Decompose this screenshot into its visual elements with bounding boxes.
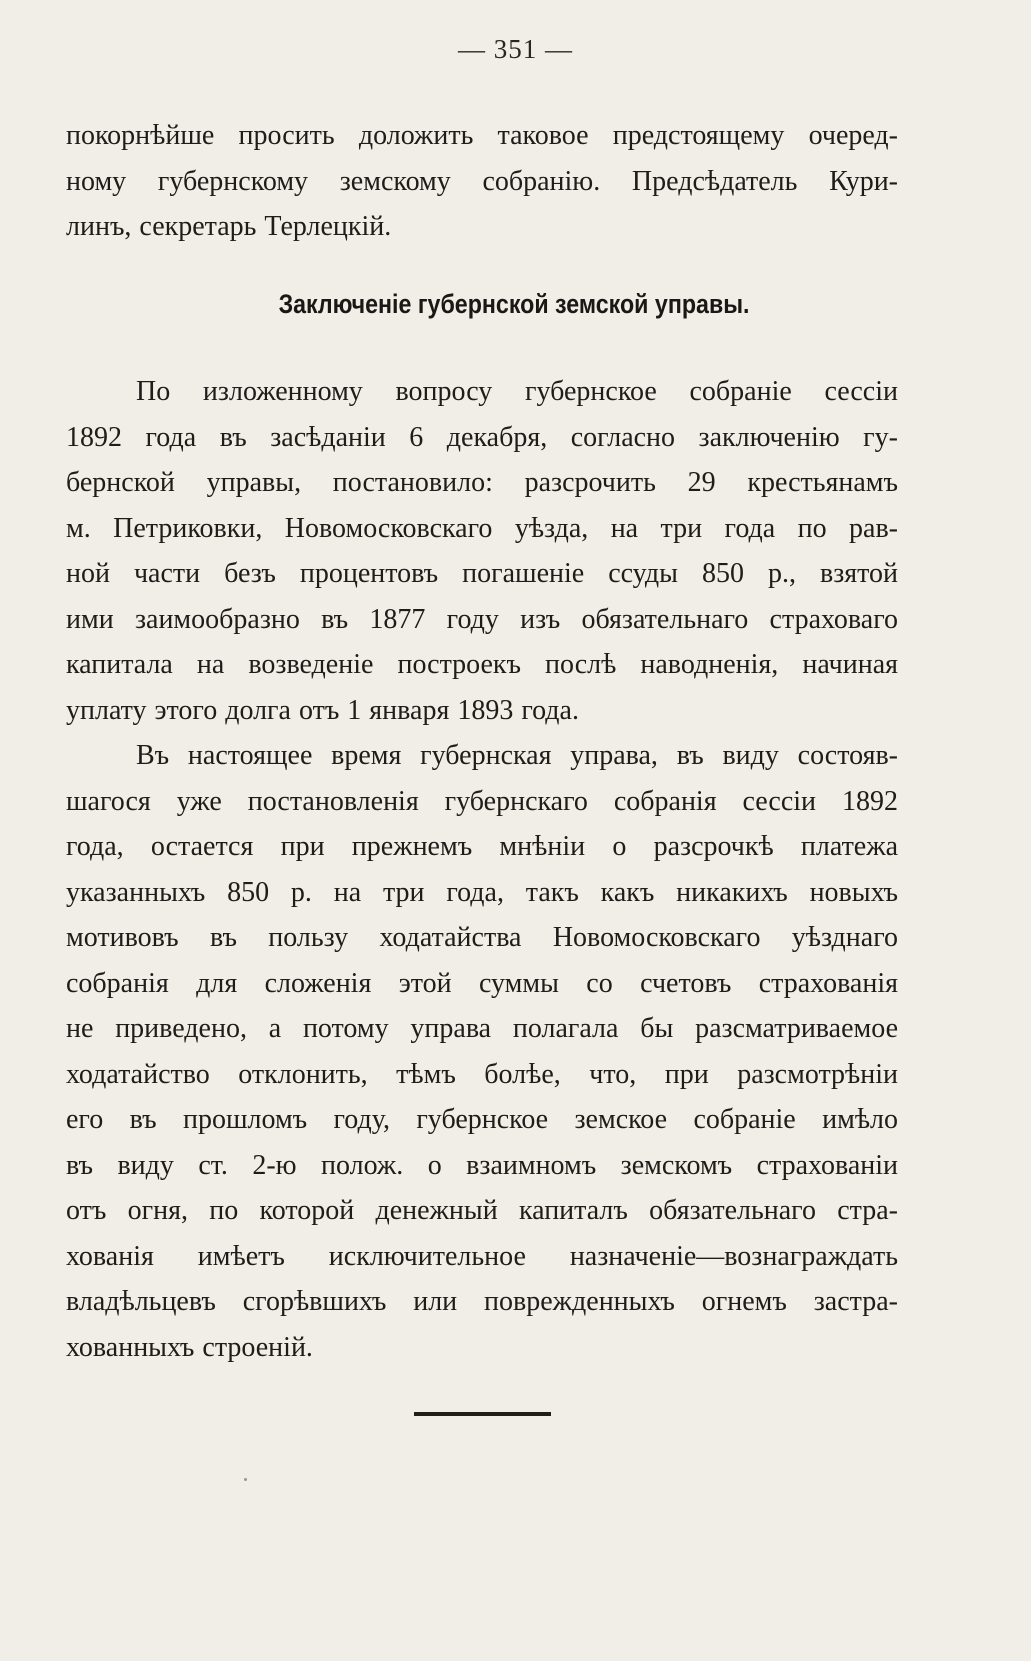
paragraph-1 <box>66 369 898 733</box>
text-line: собранія для сложенія этой суммы со счетовъ страхованія <box>66 967 898 999</box>
text-line: года, остается при прежнемъ мнѣніи о разсрочкѣ платежа <box>66 831 898 862</box>
text-line: не приведено, а потому управа полагала бы разсматриваемое <box>66 1013 898 1044</box>
text-line: владѣльцевъ сгорѣвшихъ или поврежденныхъ огнемъ застра- <box>66 1286 898 1317</box>
text-line: Въ настоящее время губернская управа, въ виду состояв- <box>136 740 898 771</box>
closing-rule <box>414 1412 551 1416</box>
paper-speck <box>244 1478 247 1481</box>
paragraph-2 <box>66 733 898 1370</box>
section-heading: Заключеніе губернской земской управы. <box>278 289 750 319</box>
page-number: — 351 — <box>458 34 573 64</box>
text-line: м. Петриковки, Новомосковскаго уѣзда, на три года по рав- <box>66 512 898 544</box>
text-line: хованныхъ строеній. <box>66 1331 313 1363</box>
text-line: линъ, секретарь Терлецкій. <box>66 211 392 242</box>
text-line: въ виду ст. 2-ю полож. о взаимномъ земскомъ страхованіи <box>66 1149 898 1181</box>
text-line: уплату этого долга отъ 1 января 1893 года. <box>66 694 579 726</box>
text-line: его въ прошломъ году, губернское земское собраніе имѣло <box>66 1104 898 1135</box>
text-line: ной части безъ процентовъ погашеніе ссуды 850 р., взятой <box>66 558 898 589</box>
text-line: ходатайство отклонить, тѣмъ болѣе, что, при разсмотрѣніи <box>66 1058 898 1090</box>
text-line: бернской управы, постановило: разсрочить 29 крестьянамъ <box>66 467 898 498</box>
opening-paragraph <box>66 113 898 250</box>
text-line: отъ огня, по которой денежный капиталъ обязательнаго стра- <box>66 1195 898 1226</box>
text-line: ному губернскому земскому собранію. Предсѣдатель Кури- <box>66 165 898 197</box>
text-line: 1892 года въ засѣданіи 6 декабря, согласно заключенію гу- <box>66 421 898 453</box>
text-line: хованія имѣетъ исключительное назначеніе—вознаграждать <box>66 1240 898 1272</box>
text-line: капитала на возведеніе построекъ послѣ наводненія, начиная <box>66 649 898 680</box>
text-line: шагося уже постановленія губернскаго собранія сессіи 1892 <box>66 785 898 817</box>
text-line: По изложенному вопросу губернское собраніе сессіи <box>136 376 898 407</box>
text-line: указанныхъ 850 р. на три года, такъ какъ никакихъ новыхъ <box>66 876 898 908</box>
text-line: покорнѣйше просить доложить таковое предстоящему очеред- <box>66 120 898 151</box>
text-line: ими заимообразно въ 1877 году изъ обязательнаго страховаго <box>66 603 898 635</box>
text-line: мотивовъ въ пользу ходатайства Новомосковскаго уѣзднаго <box>66 922 898 953</box>
